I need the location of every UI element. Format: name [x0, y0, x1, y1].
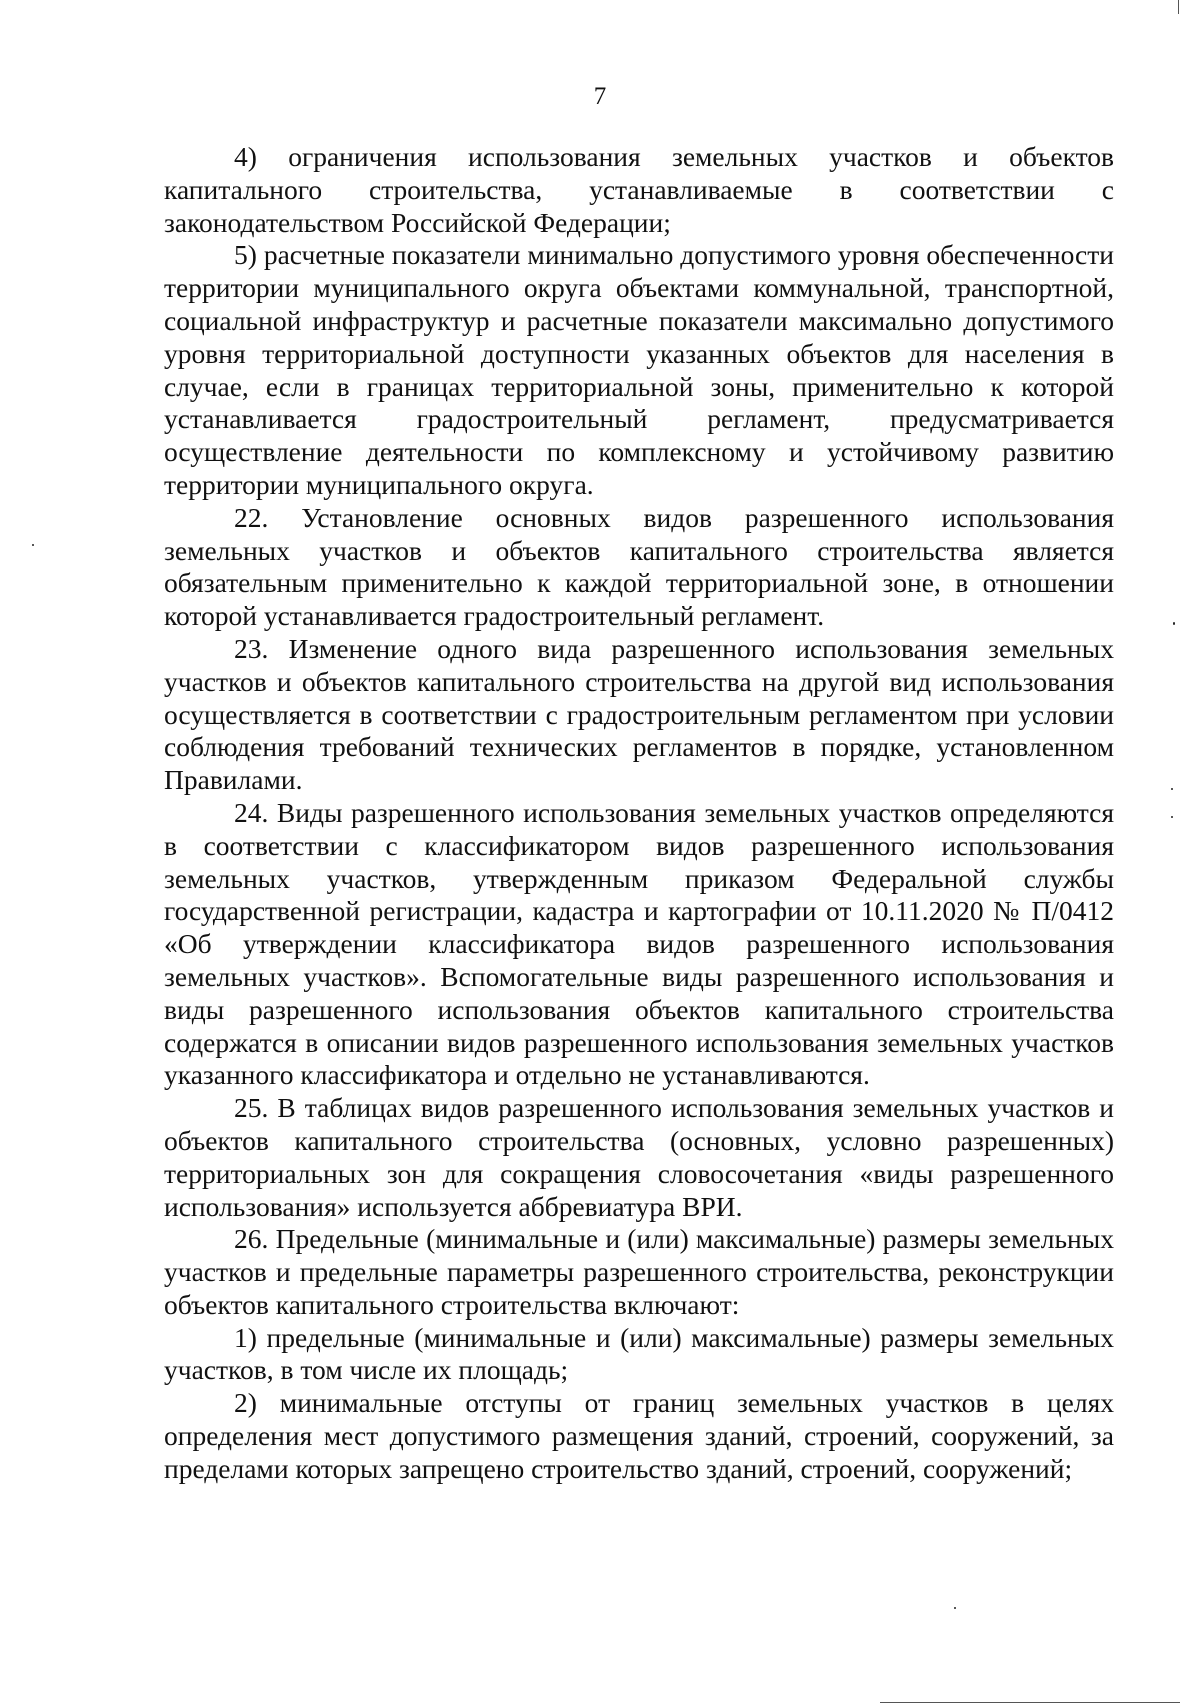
scan-speck: [1171, 788, 1173, 790]
paragraph-22-main-uses: 22. Установление основных видов разрешенного использования земельных участков и объектов капитального строительства является обязательным применительно к каждой территориальной зоне, в отношении которой устанавливается градостроительный регламент.: [164, 501, 1114, 632]
paragraph-25-abbreviation: 25. В таблицах видов разрешенного использования земельных участков и объектов капитального строительства (основных, условно разрешенных) территориальных зон для сокращения словосочетания «виды разрешенного использования» используется аббревиатура ВРИ.: [164, 1092, 1114, 1222]
scan-speck: [1173, 622, 1175, 625]
paragraph-23-change-of-use: 23. Изменение одного вида разрешенного использования земельных участков и объектов капитального строительства на другой вид использования осуществляется в соответствии с градостроительным регламентом при условии соблюдения требований технических регламентов в порядке, установленном Правилами.: [164, 632, 1114, 796]
paragraph-26-item-2-setbacks: 2) минимальные отступы от границ земельных участков в целях определения мест допустимого размещения зданий, строений, сооружений, за пределами которых запрещено строительство зданий, строений, сооружений;: [164, 1387, 1114, 1484]
paragraph-item-5-calculated-indicators: 5) расчетные показатели минимально допустимого уровня обеспеченности территории муниципального округа объектами коммунальной, транспортной, социальной инфраструктур и расчетные показатели максимально допустимого уровня территориальной доступности указанных объектов для населения в случае, если в границах территориальной зоны, применительно к которой устанавливается градостроительный регламент, предусматривается осуществление деятельности по комплексному и устойчивому развитию территории муниципального округа.: [164, 239, 1114, 500]
scan-speck: [1171, 816, 1173, 818]
scan-edge-top-right: [1178, 0, 1179, 14]
paragraph-item-4-restrictions: 4) ограничения использования земельных участков и объектов капитального строительства, устанавливаемые в соответствии с законодательством Российской Федерации;: [164, 141, 1114, 238]
scan-speck: [32, 544, 34, 546]
document-body: [164, 141, 1114, 1486]
scan-speck: [954, 1607, 956, 1609]
paragraph-26-item-1-plot-sizes: 1) предельные (минимальные и (или) максимальные) размеры земельных участков, в том числе их площадь;: [164, 1321, 1114, 1386]
page-number: 7: [593, 83, 607, 110]
paragraph-26-limit-parameters: 26. Предельные (минимальные и (или) максимальные) размеры земельных участков и предельные параметры разрешенного строительства, реконструкции объектов капитального строительства включают:: [164, 1223, 1114, 1320]
paragraph-24-use-types: 24. Виды разрешенного использования земельных участков определяются в соответствии с классификатором видов разрешенного использования земельных участков, утвержденным приказом Федеральной службы государственной регистрации, кадастра и картографии от 10.11.2020 № П/0412 «Об утверждении классификатора видов разрешенного использования земельных участков». Вспомогательные виды разрешенного использования и виды разрешенного использования объектов капитального строительства содержатся в описании видов разрешенного использования земельных участков указанного классификатора и отдельно не устанавливаются.: [164, 796, 1114, 1091]
